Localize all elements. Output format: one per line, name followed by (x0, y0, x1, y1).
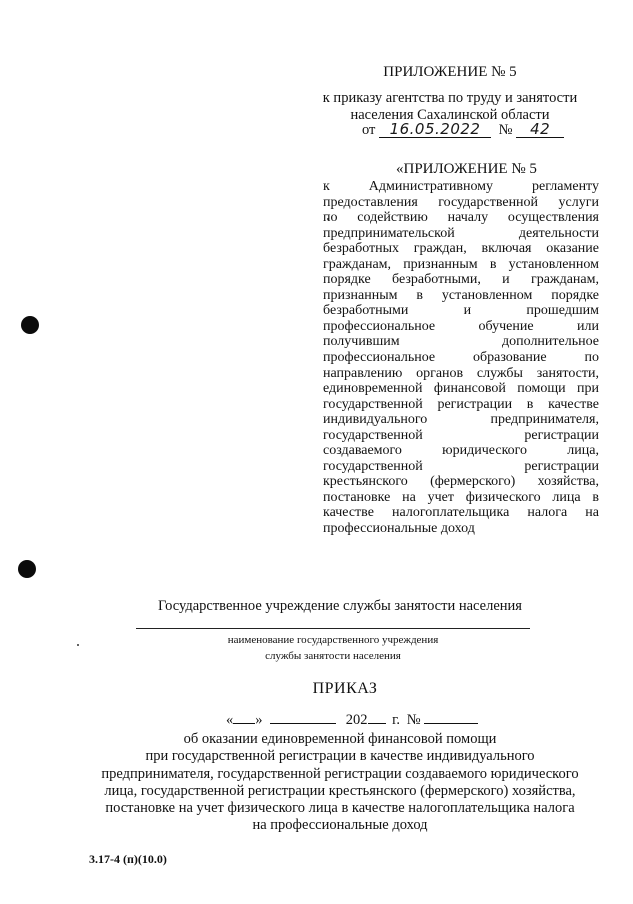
scan-speck (77, 644, 79, 646)
quote-open: « (226, 712, 234, 728)
order-subject-line: лица, государственной регистрации крестьянского (фермерского) хозяйства, (104, 782, 576, 799)
regulation-line: постановке на учет физического лица в (323, 489, 599, 505)
regulation-line: безработными и прошедшим (323, 303, 599, 319)
regulation-line: получившим дополнительное (323, 334, 599, 350)
regulation-line: безработных граждан, включая оказание (323, 241, 599, 257)
order-subject-line: постановке на учет физического лица в качестве налогоплательщика налога (105, 800, 575, 817)
regulation-line: направлению органов службы занятости, (323, 365, 599, 381)
number-prefix: № (498, 122, 513, 138)
regulation-text-block (323, 179, 599, 537)
order-subject (40, 731, 633, 835)
month-blank (270, 723, 336, 724)
order-number-handwritten: 42 (516, 122, 564, 138)
order-date-blank-line (226, 712, 478, 729)
regulation-line: создаваемого юридического лица, (323, 443, 599, 459)
regulation-line: качестве налогоплательщика налога на (323, 505, 599, 521)
regulation-line: индивидуального предпринимателя, (323, 412, 599, 428)
order-subject-line: на профессиональные доход (252, 817, 428, 834)
punch-hole-top (21, 316, 39, 334)
order-number-sign: № (406, 712, 421, 728)
day-blank (233, 723, 255, 724)
regulation-line: предпринимательской деятельности (323, 225, 599, 241)
appendix-title: ПРИЛОЖЕНИЕ № 5 (383, 64, 517, 80)
punch-hole-bottom (18, 560, 36, 578)
regulation-appendix-title: «ПРИЛОЖЕНИЕ № 5 (396, 161, 537, 177)
institution-caption-line2: службы занятости населения (265, 650, 401, 662)
regulation-line: предоставления государственной услуги (323, 194, 599, 210)
order-reference-line1: к приказу агентства по труду и занятости (322, 90, 578, 106)
institution-name-underline (136, 628, 530, 629)
regulation-line: профессиональные доход (323, 521, 475, 537)
institution-caption-line1: наименование государственного учреждения (227, 634, 439, 646)
regulation-line: порядке безработными, и гражданам, (323, 272, 599, 288)
regulation-line: гражданам, признанным в установленном (323, 256, 599, 272)
regulation-line: профессиональное образование по (323, 350, 599, 366)
order-subject-line: предпринимателя, государственной регистрации создаваемого юридического (101, 765, 579, 782)
order-title: ПРИКАЗ (312, 680, 378, 697)
regulation-line: государственной регистрации (323, 458, 599, 474)
order-date-number-line (362, 122, 564, 139)
regulation-line: к Административному регламенту (323, 179, 599, 194)
regulation-line: профессиональное обучение или (323, 318, 599, 334)
regulation-line: единовременной финансовой помощи при (323, 381, 599, 397)
year-blank (368, 723, 386, 724)
year-prefix: 202 (345, 712, 368, 728)
regulation-line: государственной регистрации (323, 427, 599, 443)
year-suffix: г. (392, 712, 401, 728)
order-subject-line: при государственной регистрации в качестве индивидуального (145, 748, 535, 765)
order-date-handwritten: 16.05.2022 (379, 122, 491, 138)
regulation-line: признанным в установленном порядке (323, 287, 599, 303)
order-subject-line: об оказании единовременной финансовой помощи (183, 731, 497, 747)
institution-name: Государственное учреждение службы занятости населения (158, 598, 522, 614)
order-number-blank (424, 723, 478, 724)
regulation-line: крестьянского (фермерского) хозяйства, (323, 474, 599, 490)
date-prefix: от (362, 122, 376, 138)
regulation-line: по содействию началу осуществления (323, 210, 599, 226)
regulation-line: государственной регистрации в качестве (323, 396, 599, 412)
form-code: 3.17-4 (п)(10.0) (89, 852, 167, 866)
quote-close: » (255, 712, 263, 728)
order-reference-line2: населения Сахалинской области (350, 107, 550, 123)
